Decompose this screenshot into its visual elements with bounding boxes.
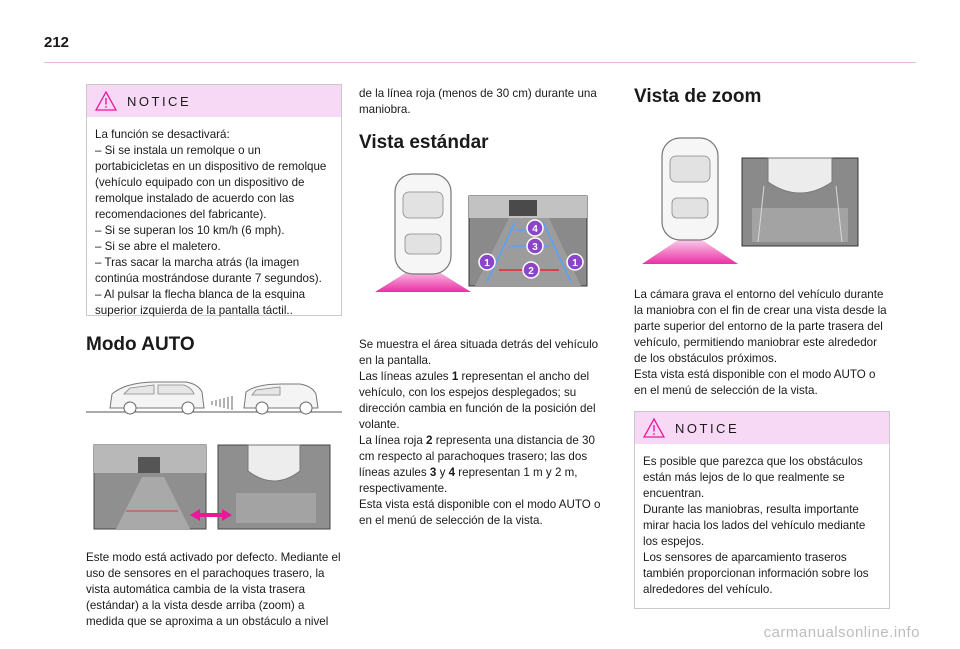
paragraph: La cámara grava el entorno del vehículo durante la maniobra con el fin de crear una vista desde la parte superior del entorno de la parte trasera del vehículo, permitiendo maniobrar este alrededor de los obstáculos próximos. <box>634 288 887 365</box>
heading-vista-zoom: Vista de zoom <box>634 86 762 107</box>
paragraph: Esta vista está disponible con el modo AUTO o en el menú de selección de la vista. <box>359 498 601 527</box>
standard-view-illustration <box>359 172 609 312</box>
notice-line: La función se desactivará: <box>95 128 230 141</box>
paragraph <box>359 369 609 433</box>
badge-3: 3 <box>532 242 538 253</box>
text-run: representan 1 m y 2 m, respectivamente. <box>359 466 578 495</box>
notice-line: – Si se instala un remolque o un portabicicletas en un dispositivo de remolque (vehículo equipado con un dispositivo de remolque instalado de acuerdo con las recomendaciones del fabricante). <box>95 144 327 221</box>
notice-box-2 <box>634 411 890 609</box>
car-approach-illustration <box>86 370 342 430</box>
paragraph <box>359 433 609 497</box>
notice-line: – Tras sacar la marcha atrás (la imagen continúa mostrándose durante 7 segundos). <box>95 256 322 285</box>
warning-icon <box>95 91 117 111</box>
paragraph: Durante las maniobras, resulta importante mirar hacia los lados del vehículo mediante los espejos. <box>643 503 866 548</box>
ref-2: 2 <box>426 434 433 447</box>
paragraph: Es posible que parezca que los obstáculos están más lejos de lo que realmente se encuentran. <box>643 455 863 500</box>
notice-body <box>87 117 341 329</box>
watermark: carmanualsonline.info <box>763 624 920 641</box>
heading-vista-estandar: Vista estándar <box>359 132 489 153</box>
notice-title: NOTICE <box>675 420 740 436</box>
notice-title: NOTICE <box>127 93 192 109</box>
notice-line: – Si se abre el maletero. <box>95 240 221 253</box>
text-run: La línea roja <box>359 434 427 447</box>
continued-text: de la línea roja (menos de 30 cm) durante una maniobra. <box>359 87 597 116</box>
notice-line: – Al pulsar la flecha blanca de la esquina superior izquierda de la pantalla táctil.. <box>95 288 306 317</box>
ref-3: 3 <box>429 466 437 479</box>
text-run: representan el ancho del vehículo, con los espejos desplegados; su dirección cambia en función de la posición del volante. <box>359 370 596 431</box>
badge-1-right: 1 <box>572 258 578 269</box>
badge-4: 4 <box>532 224 538 235</box>
badge-2: 2 <box>528 266 534 277</box>
notice-header <box>87 85 341 117</box>
heading-modo-auto: Modo AUTO <box>86 334 195 355</box>
modo-auto-text: Este modo está activado por defecto. Mediante el uso de sensores en el parachoques trasero, la vista automática cambia de la vista trasera (estándar) a la vista desde arriba (zoom) a medida que se aproxima a un obstáculo a nivel <box>86 551 341 628</box>
paragraph: Esta vista está disponible con el modo AUTO o en el menú de selección de la vista. <box>634 368 876 397</box>
text-run: representa una distancia de 30 cm respecto al parachoques trasero; las dos líneas azules <box>359 434 595 479</box>
page-number: 212 <box>44 34 70 51</box>
auto-switch-illustration <box>86 441 342 533</box>
column-right <box>634 84 890 609</box>
paragraph: Se muestra el área situada detrás del vehículo en la pantalla. <box>359 338 599 367</box>
text-run: y <box>436 466 449 479</box>
column-middle <box>359 84 609 529</box>
notice-box-1 <box>86 84 342 316</box>
text-run: Las líneas azules <box>359 370 452 383</box>
zoom-view-text <box>634 287 890 399</box>
paragraph: Los sensores de aparcamiento traseros también proporcionan información sobre los alrededores del vehículo. <box>643 551 869 596</box>
column-left <box>86 84 342 630</box>
notice-body <box>635 444 889 608</box>
standard-view-text <box>359 337 609 529</box>
badge-1-left: 1 <box>484 258 490 269</box>
warning-icon <box>643 418 665 438</box>
notice-header <box>635 412 889 444</box>
zoom-view-illustration <box>634 124 890 274</box>
ref-1: 1 <box>451 370 459 383</box>
header-rule <box>44 62 916 63</box>
notice-line: – Si se superan los 10 km/h (6 mph). <box>95 224 285 237</box>
ref-4: 4 <box>448 466 456 479</box>
